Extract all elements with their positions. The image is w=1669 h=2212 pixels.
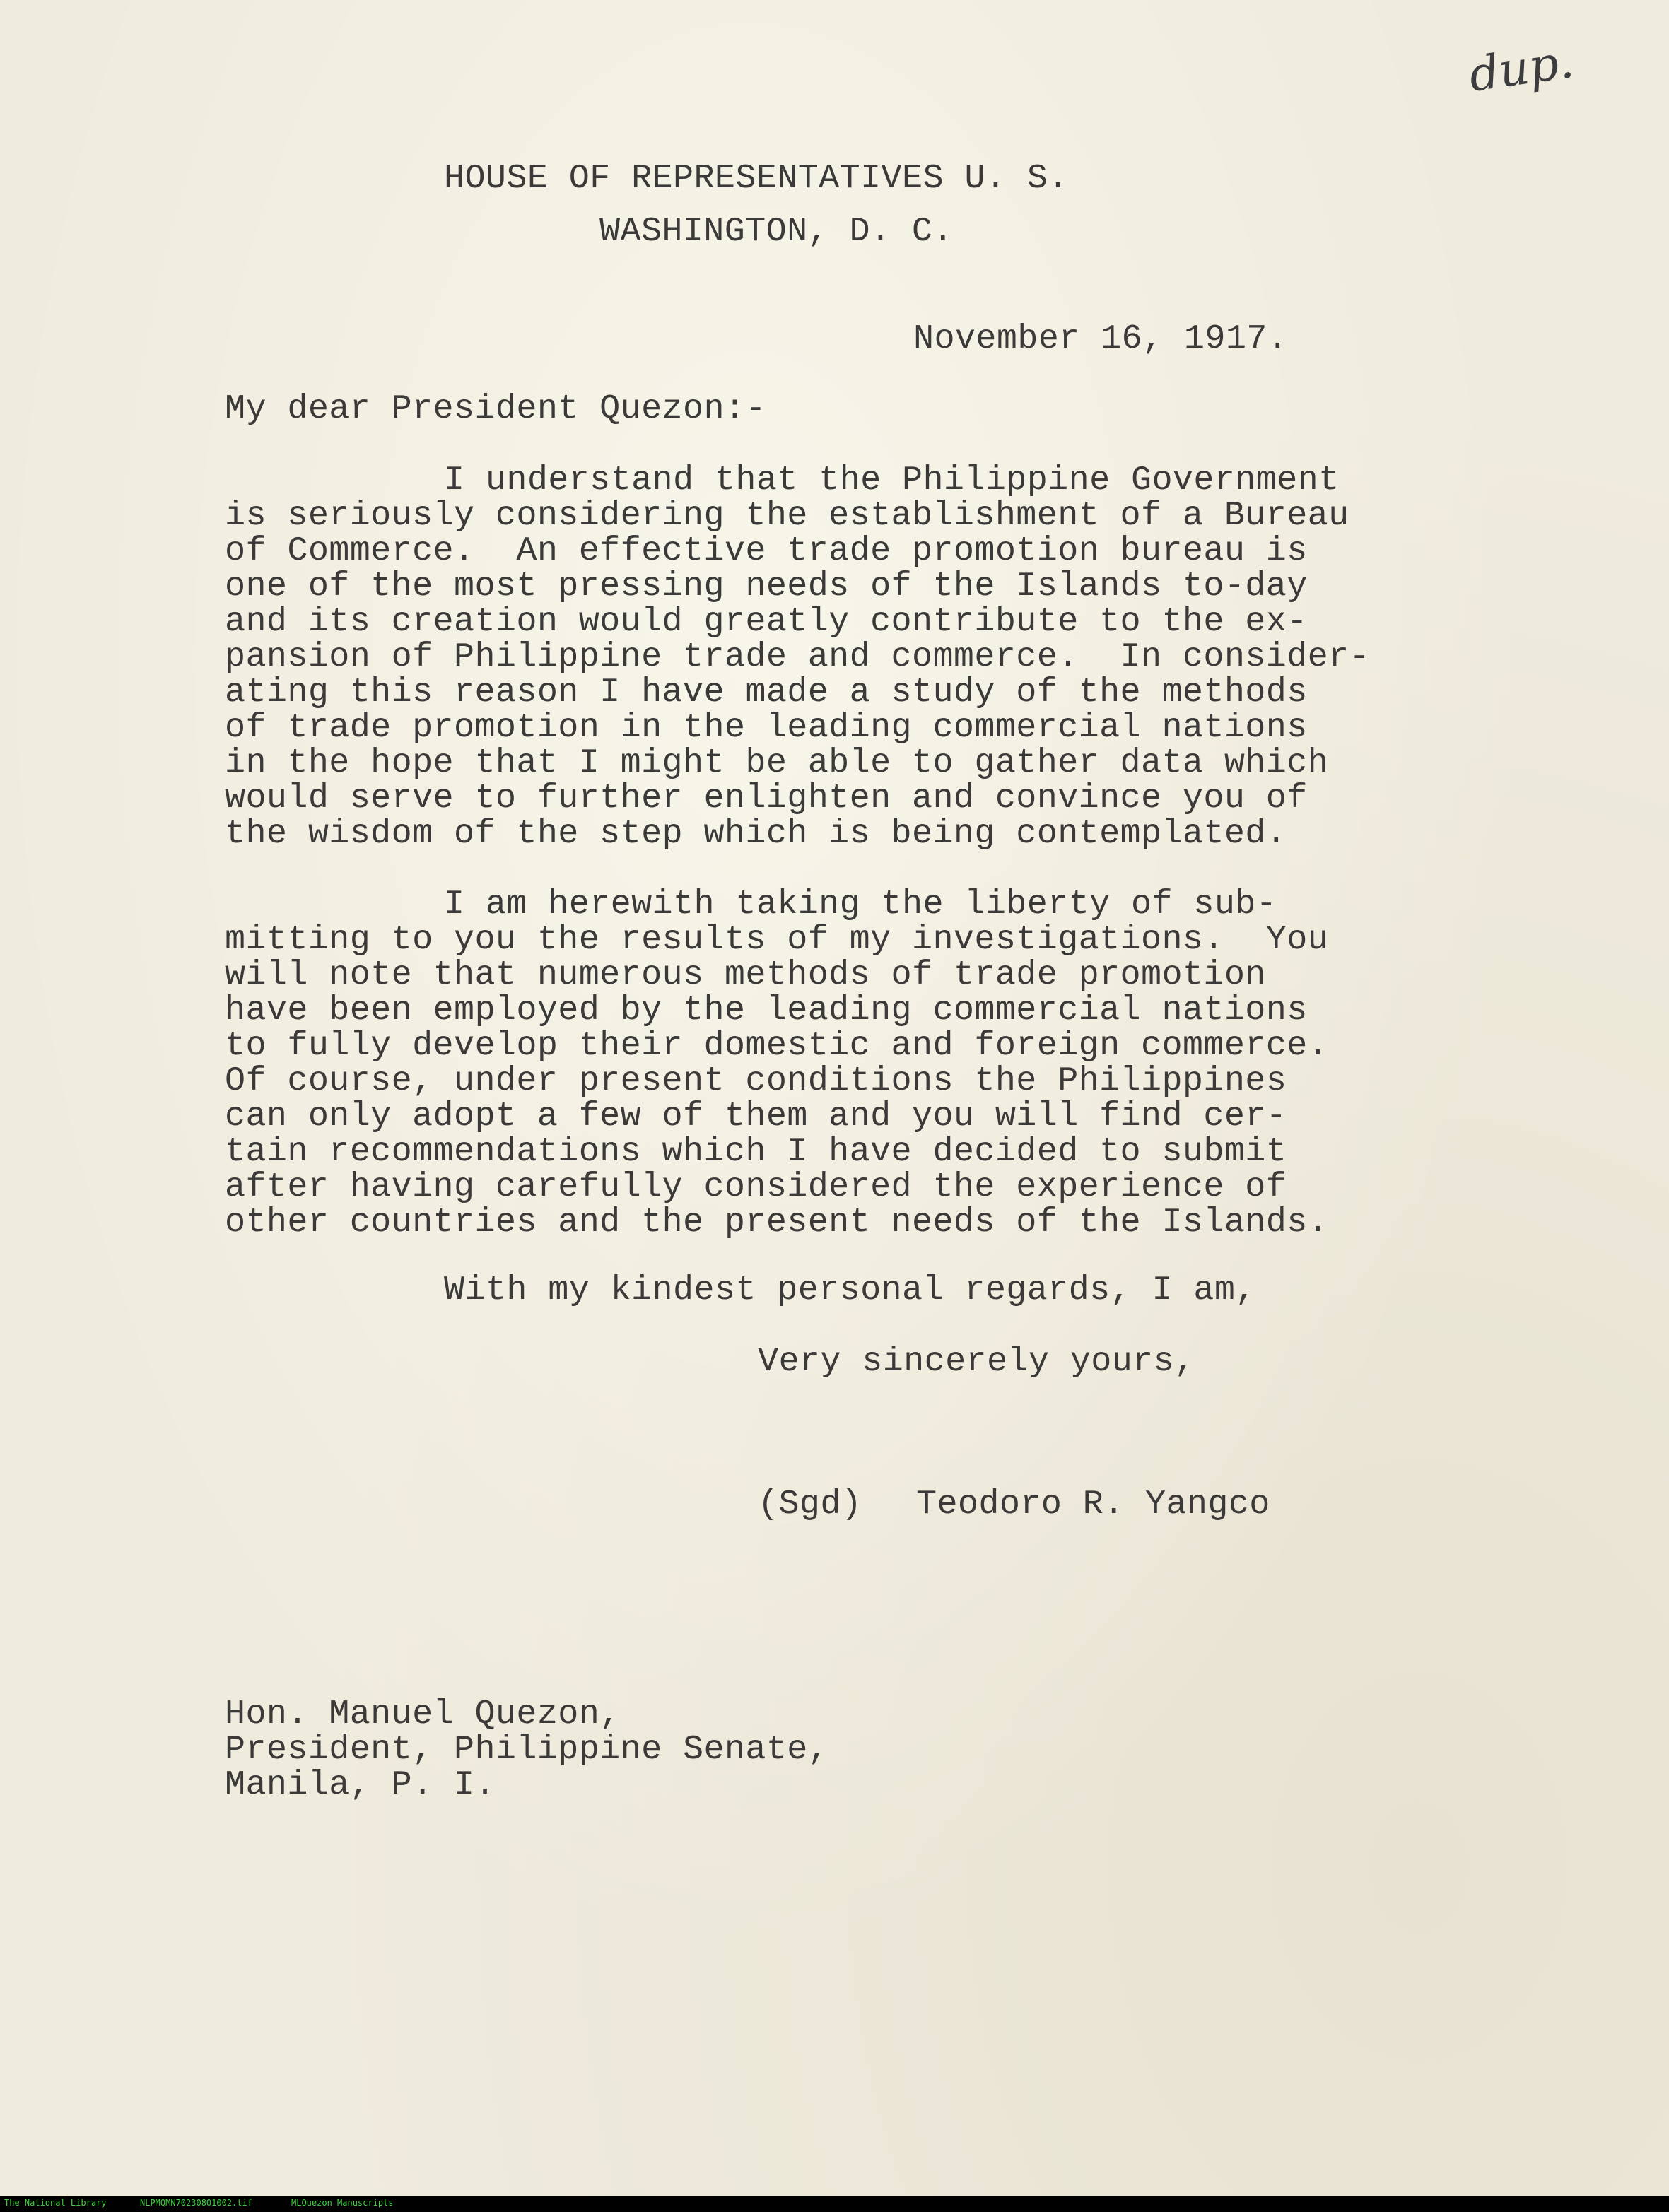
paragraph-2-line: tain recommendations which I have decided to submit [225, 1132, 1287, 1171]
paragraph-1-line: ating this reason I have made a study of the methods [225, 673, 1308, 712]
paragraph-2-line: will note that numerous methods of trade promotion [225, 955, 1266, 994]
paragraph-1-line: of trade promotion in the leading commercial nations [225, 708, 1308, 747]
handwritten-annotation: dup. [1465, 34, 1577, 102]
paragraph-1-line: in the hope that I might be able to gather data which [225, 743, 1329, 782]
paragraph-2-line: after having carefully considered the experience of [225, 1167, 1287, 1206]
footer-collection: MLQuezon Manuscripts [291, 2198, 394, 2208]
letter-date: November 16, 1917. [913, 319, 1289, 358]
salutation: My dear President Quezon:- [225, 389, 766, 428]
closing-line: With my kindest personal regards, I am, [444, 1271, 1256, 1310]
paragraph-1-line: would serve to further enlighten and convince you of [225, 779, 1308, 818]
paragraph-1-line: of Commerce. An effective trade promotion bureau is [225, 531, 1308, 570]
footer-filename: NLPMQMN70230801002.tif [140, 2198, 252, 2208]
paragraph-1-line: and its creation would greatly contribute to the ex- [225, 602, 1308, 641]
paragraph-2-line: Of course, under present conditions the Philippines [225, 1061, 1287, 1100]
paragraph-1-line: I understand that the Philippine Government [444, 461, 1340, 500]
signature-name: Teodoro R. Yangco [916, 1485, 1270, 1524]
paragraph-1-line: the wisdom of the step which is being contemplated. [225, 814, 1287, 853]
letterhead-line-2: WASHINGTON, D. C. [599, 212, 954, 251]
paragraph-2-line: can only adopt a few of them and you will find cer- [225, 1097, 1287, 1136]
paragraph-1-line: is seriously considering the establishment of a Bureau [225, 496, 1349, 535]
signature-sgd: (Sgd) [758, 1485, 862, 1524]
paragraph-2-line: mitting to you the results of my investigations. You [225, 920, 1329, 959]
paragraph-1-line: one of the most pressing needs of the Islands to-day [225, 567, 1308, 606]
paragraph-2-line: to fully develop their domestic and foreign commerce. [225, 1026, 1329, 1065]
addressee-line: Manila, P. I. [225, 1765, 496, 1804]
paragraph-2-line: I am herewith taking the liberty of sub- [444, 885, 1277, 924]
paragraph-2-line: other countries and the present needs of the Islands. [225, 1203, 1329, 1242]
letterhead-line-1: HOUSE OF REPRESENTATIVES U. S. [444, 159, 1069, 198]
complimentary-close: Very sincerely yours, [758, 1342, 1195, 1381]
paragraph-1-line: pansion of Philippine trade and commerce. In consider- [225, 637, 1371, 676]
paragraph-2-line: have been employed by the leading commercial nations [225, 991, 1308, 1030]
addressee-line: President, Philippine Senate, [225, 1730, 829, 1769]
addressee-line: Hon. Manuel Quezon, [225, 1695, 621, 1734]
footer-library: The National Library [4, 2198, 107, 2208]
